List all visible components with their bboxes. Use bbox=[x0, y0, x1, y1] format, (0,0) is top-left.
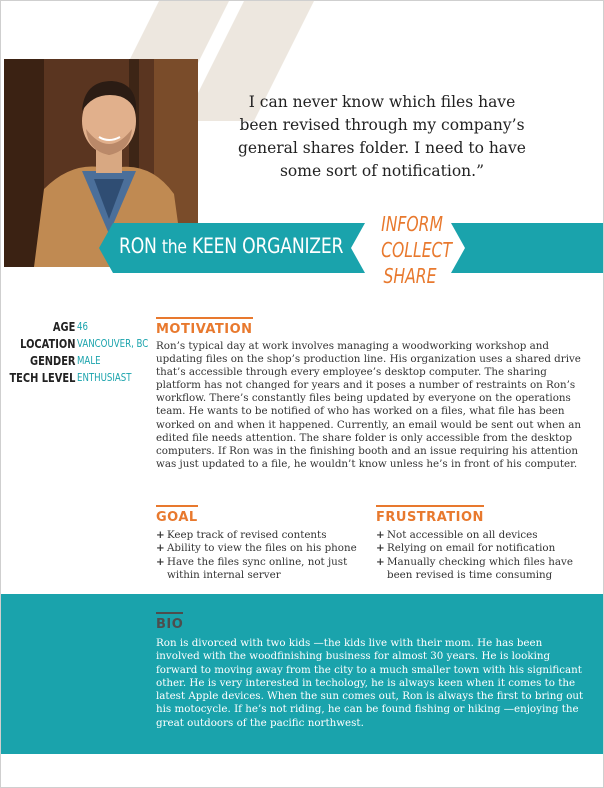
persona-quote: I can never know which files have been revised through my company’s general shares folder. I need to have some sort of notification.” bbox=[238, 93, 526, 180]
persona-facts bbox=[7, 319, 149, 387]
frustration-heading: FRUSTRATION bbox=[376, 505, 484, 525]
fact-label: LOCATION bbox=[19, 337, 75, 351]
list-item: + Ability to view the files on his phone bbox=[156, 542, 361, 555]
list-item: + Not accessible on all devices bbox=[376, 529, 586, 542]
fact-label: TECH LEVEL bbox=[9, 371, 75, 385]
motivation-heading: MOTIVATION bbox=[156, 317, 253, 337]
fact-label: GENDER bbox=[29, 354, 75, 368]
fact-age bbox=[7, 319, 139, 336]
frustration-list bbox=[376, 529, 586, 582]
goal-section bbox=[156, 505, 361, 582]
motivation-section bbox=[156, 317, 588, 471]
fact-value: ENTHUSIAST bbox=[77, 372, 132, 384]
name-the: the bbox=[161, 236, 187, 258]
tag-collect: COLLECT bbox=[381, 238, 452, 262]
fact-tech-level bbox=[7, 370, 139, 387]
list-item: + Manually checking which files have been revised is time consuming bbox=[376, 556, 586, 583]
list-item: + Keep track of revised contents bbox=[156, 529, 361, 542]
bio-section bbox=[156, 612, 586, 730]
list-item: + Have the files sync online, not just within internal server bbox=[156, 556, 361, 583]
bio-text: Ron is divorced with two kids —the kids live with their mom. He has been involved with the woodfinishing business for almost 30 years. He is looking forward to moving away from the city to a much smaller town with his significant other. He is very interested in techology, he is always keen when it comes to the latest Apple devices. When the sun comes out, Ron is always the first to bring out his motocycle. If he’s not riding, he can be found fishing or hiking —enjoying the great outdoors of the pacific northwest. bbox=[156, 637, 584, 729]
goal-heading: GOAL bbox=[156, 505, 198, 525]
list-item: + Relying on email for notification bbox=[376, 542, 586, 555]
fact-label: AGE bbox=[52, 320, 75, 334]
persona-name bbox=[119, 234, 343, 258]
fact-value: VANCOUVER, BC bbox=[77, 338, 149, 350]
persona-tags bbox=[373, 211, 452, 289]
fact-value: MALE bbox=[77, 355, 101, 367]
bio-heading: BIO bbox=[156, 612, 183, 632]
tag-share: SHARE bbox=[383, 264, 437, 288]
frustration-section bbox=[376, 505, 586, 582]
goal-list bbox=[156, 529, 361, 582]
fact-gender bbox=[7, 353, 139, 370]
motivation-text: Ron’s typical day at work involves managing a woodworking workshop and updating files on the shop’s production line. His organization uses a shared drive that’s accessible through every employee’s desktop computer. The sharing platform has not changed for years and it poses a number of restraints on Ron’s workflow. There’s constantly files being updated by everyone on the operations team. He wants to be notified of who has worked on a files, what file has been worked on and when it happened. Currently, an email would be sent out when an edited file needs attention. The share folder is only accessible from the desktop computers. If Ron was in the finishing booth and an issue requiring his attention was just updated to a file, he wouldn’t know unless he’s in front of his computer. bbox=[156, 340, 581, 470]
name-first: RON bbox=[119, 234, 157, 258]
tag-inform: INFORM bbox=[381, 212, 443, 236]
name-rest: KEEN ORGANIZER bbox=[191, 234, 344, 258]
fact-location bbox=[7, 336, 149, 353]
fact-value: 46 bbox=[77, 321, 88, 333]
